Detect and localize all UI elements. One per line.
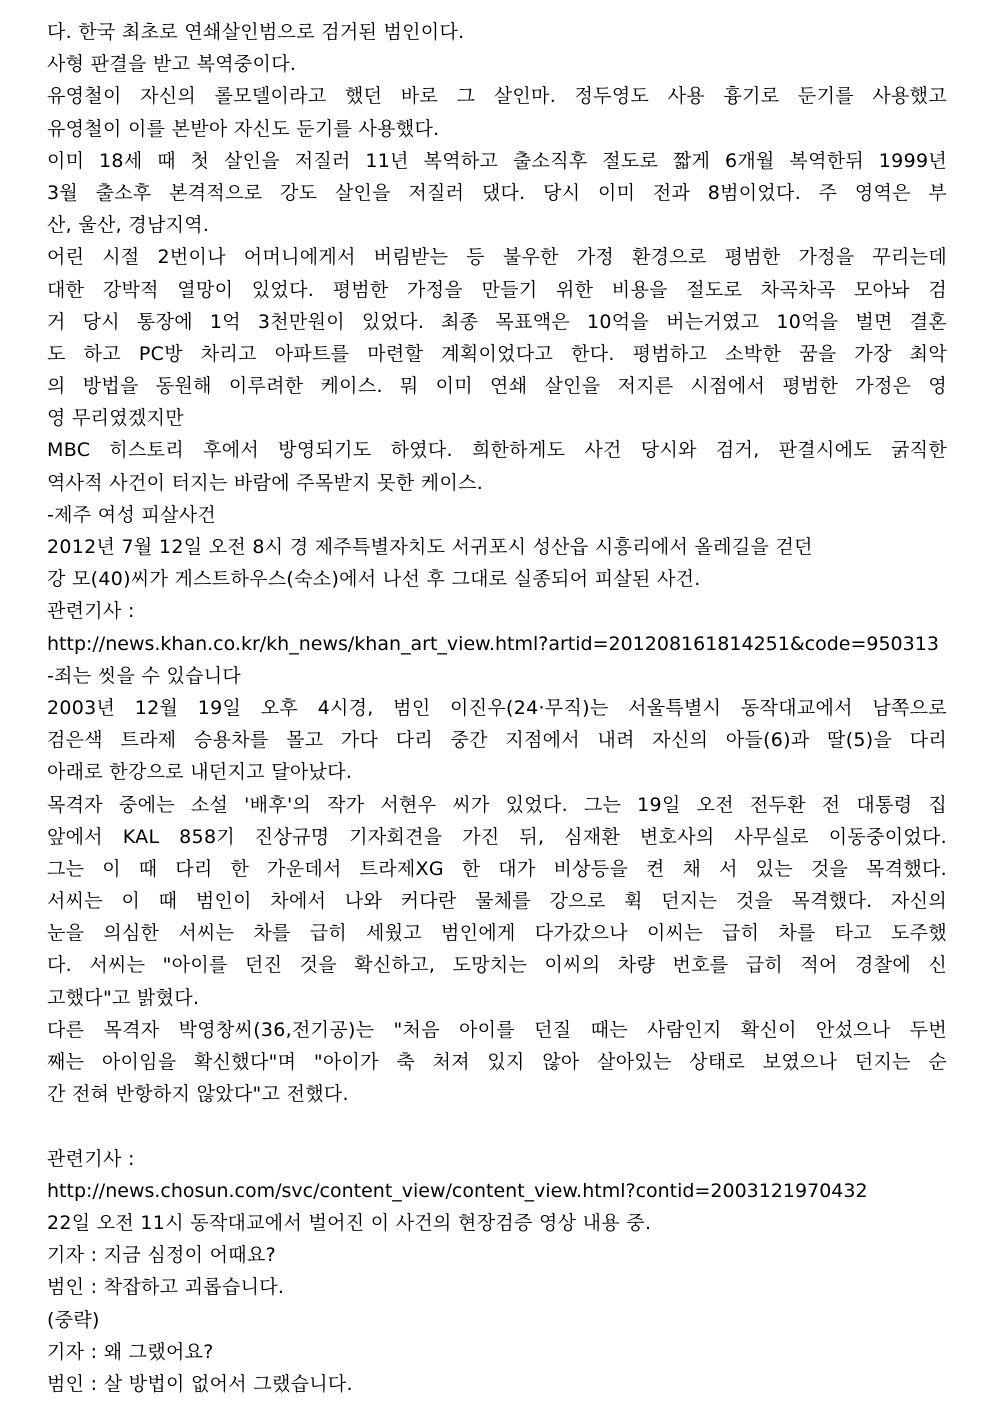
text-line: 3월 출소후 본격적으로 강도 살인을 저질러 댔다. 당시 이미 전과 8범이었다. 주 영역은 부 bbox=[47, 181, 947, 204]
text-line: 산, 울산, 경남지역. bbox=[47, 214, 210, 237]
text-line: 앞에서 KAL 858기 진상규명 기자회견을 가진 뒤, 심재환 변호사의 사무실로 이동중이었다. bbox=[47, 825, 947, 848]
dialogue-line: 기자 : 지금 심정이 어때요? bbox=[47, 1244, 276, 1267]
text-line: 어린 시절 2번이나 어머니에게서 버림받는 등 불우한 가정 환경으로 평범한 가정을 꾸리는데 bbox=[47, 246, 947, 269]
dialogue-line: 범인 : 착잡하고 괴롭습니다. bbox=[47, 1276, 285, 1299]
text-line: 유영철이 이를 본받아 자신도 둔기를 사용했다. bbox=[47, 117, 440, 140]
text-line: 고했다"고 밝혔다. bbox=[47, 986, 200, 1009]
dialogue-line: 기자 : 왜 그랬어요? bbox=[47, 1340, 214, 1363]
text-line: 다. 한국 최초로 연쇄살인범으로 검거된 범인이다. bbox=[47, 21, 465, 43]
text-line: 역사적 사건이 터지는 바람에 주목받지 못한 케이스. bbox=[47, 471, 484, 494]
text-line: 검은색 트라제 승용차를 몰고 가다 다리 중간 지점에서 내려 자신의 아들(6)과 딸(5)을 다리 bbox=[47, 729, 947, 752]
dialogue-line: (중략) bbox=[47, 1308, 100, 1331]
related-article-label: 관련기사 : bbox=[47, 1147, 135, 1170]
dialogue-line: 범인 : 살 방법이 없어서 그랬습니다. bbox=[47, 1372, 353, 1395]
text-line: 사형 판결을 받고 복역중이다. bbox=[47, 53, 297, 76]
text-line: 강 모(40)씨가 게스트하우스(숙소)에서 나선 후 그대로 실종되어 피살된 사건. bbox=[47, 568, 701, 591]
text-line: 그는 이 때 다리 한 가운데서 트라제XG 한 대가 비상등을 켠 채 서 있는 것을 목격했다. bbox=[47, 857, 947, 880]
text-line: 간 전혀 반항하지 않았다"고 전했다. bbox=[47, 1083, 349, 1106]
text-line: 대한 강박적 열망이 있었다. 평범한 가정을 만들기 위한 비용을 절도로 차곡차곡 모아놔 검 bbox=[47, 278, 947, 301]
text-line: 영 무리였겠지만 bbox=[47, 407, 184, 430]
text-line: 다른 목격자 박영창씨(36,전기공)는 "처음 아이를 던질 때는 사람인지 확신이 안섰으나 두번 bbox=[47, 1018, 947, 1041]
blank-line bbox=[47, 1110, 947, 1142]
text-line: 도 하고 PC방 차리고 아파트를 마련할 계획이었다고 한다. 평범하고 소박한 꿈을 가장 최악 bbox=[47, 342, 947, 365]
related-article-label: 관련기사 : bbox=[47, 600, 135, 623]
related-article-link[interactable]: http://news.khan.co.kr/kh_news/khan_art_view.html?artid=201208161814251&code=950313 bbox=[47, 632, 939, 655]
text-line: 거 당시 통장에 1억 3천만원이 있었다. 최종 목표액은 10억을 버는거였고 10억을 벌면 결혼 bbox=[47, 310, 947, 333]
text-line: MBC 히스토리 후에서 방영되기도 하였다. 희한하게도 사건 당시와 검거, 판결시에도 굵직한 bbox=[47, 439, 947, 462]
text-line: 아래로 한강으로 내던지고 달아났다. bbox=[47, 761, 353, 784]
text-line: 유영철이 자신의 롤모델이라고 했던 바로 그 살인마. 정두영도 사용 흉기로 둔기를 사용했고 bbox=[47, 85, 947, 108]
related-article-link[interactable]: http://news.chosun.com/svc/content_view/content_view.html?contid=2003121970432 bbox=[47, 1179, 868, 1202]
text-line: 눈을 의심한 서씨는 차를 급히 세웠고 범인에게 다가갔으나 이씨는 급히 차를 타고 도주했 bbox=[47, 922, 947, 945]
section-heading: -제주 여성 피살사건 bbox=[47, 503, 217, 526]
text-line: 목격자 중에는 소설 '배후'의 작가 서현우 씨가 있었다. 그는 19일 오전 전두환 전 대통령 집 bbox=[47, 793, 947, 816]
text-line: 2003년 12월 19일 오후 4시경, 범인 이진우(24·무직)는 서울특별시 동작대교에서 남쪽으로 bbox=[47, 696, 947, 719]
text-line: 22일 오전 11시 동작대교에서 벌어진 이 사건의 현장검증 영상 내용 중. bbox=[47, 1211, 652, 1234]
text-line: 째는 아이임을 확신했다"며 "아이가 축 처져 있지 않아 살아있는 상태로 보였으나 던지는 순 bbox=[47, 1051, 947, 1073]
text-line: 다. 서씨는 "아이를 던진 것을 확신하고, 도망치는 이씨의 차량 번호를 급히 적어 경찰에 신 bbox=[47, 954, 947, 977]
document-page bbox=[47, 16, 947, 1400]
text-line: 의 방법을 동원해 이루려한 케이스. 뭐 이미 연쇄 살인을 저지른 시점에서 평범한 가정은 영 bbox=[47, 375, 947, 398]
text-line: 서씨는 이 때 범인이 차에서 나와 커다란 물체를 강으로 휙 던지는 것을 목격했다. 자신의 bbox=[47, 890, 947, 913]
section-heading: -죄는 씻을 수 있습니다 bbox=[47, 664, 242, 687]
text-line: 2012년 7월 12일 오전 8시 경 제주특별자치도 서귀포시 성산읍 시흥리에서 올레길을 걷던 bbox=[47, 536, 813, 558]
text-line: 이미 18세 때 첫 살인을 저질러 11년 복역하고 출소직후 절도로 짧게 6개월 복역한뒤 1999년 bbox=[47, 149, 947, 172]
